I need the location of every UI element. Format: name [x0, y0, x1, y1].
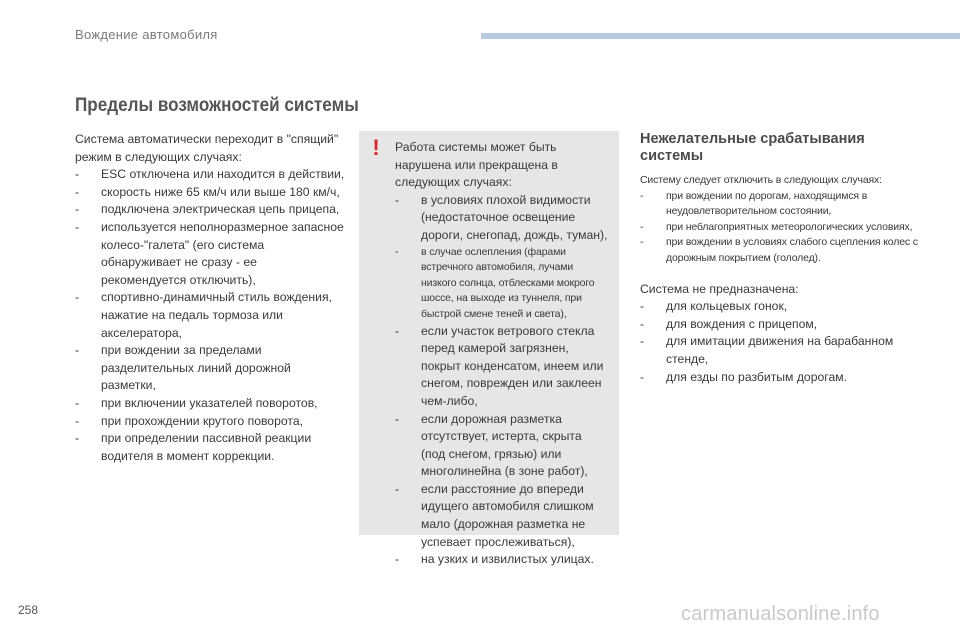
list-item: - ESC отключена или находится в действии,	[75, 166, 345, 184]
section-header: Вождение автомобиля	[75, 27, 218, 42]
warning-list	[395, 192, 609, 569]
list-item: - при прохождении крутого поворота,	[75, 413, 345, 431]
list-item: - при включении указателей поворотов,	[75, 395, 345, 413]
list-item: - для езды по разбитым дорогам.	[640, 369, 930, 387]
list-item: - если расстояние до впереди идущего автомобиля слишком мало (дорожная разметка не успевает прослеживаться),	[395, 481, 609, 551]
header-accent-bar	[481, 33, 960, 39]
watermark: carmanualsonline.info	[681, 603, 880, 625]
disable-list	[640, 189, 930, 267]
list-item: - для вождения с прицепом,	[640, 316, 930, 334]
not-intended-list	[640, 298, 930, 386]
list-item: - спортивно-динамичный стиль вождения, нажатие на педаль тормоза или акселератора,	[75, 289, 345, 342]
list-item: - в случае ослепления (фарами встречного автомобиля, лучами низкого солнца, отблесками мокрого шоссе, на выходе из туннеля, при быстрой смене теней и света),	[395, 245, 609, 323]
list-item: - на узких и извилистых улицах.	[395, 551, 609, 569]
sleep-mode-column	[75, 131, 345, 465]
list-item: - используется неполноразмерное запасное колесо-"галета" (его система обнаруживает не сразу - ее рекомендуется отключить),	[75, 219, 345, 289]
list-item: - подключена электрическая цепь прицепа,	[75, 201, 345, 219]
list-item: - при неблагоприятных метеорологических условиях,	[640, 220, 930, 236]
page-number: 258	[18, 603, 39, 617]
list-item: - при вождении за пределами разделительных линий дорожной разметки,	[75, 342, 345, 395]
list-item: - в условиях плохой видимости (недостаточное освещение дороги, снегопад, дождь, туман),	[395, 192, 609, 245]
exclamation-warning-icon: !	[372, 135, 380, 160]
section-heading: Нежелательные срабатывания системы	[640, 131, 865, 164]
list-item: - для кольцевых гонок,	[640, 298, 930, 316]
list-item: - для имитации движения на барабанном стенде,	[640, 333, 930, 368]
list-item: - при вождении в условиях слабого сцепления колес с дорожным покрытием (гололед).	[640, 235, 930, 266]
list-item: - если дорожная разметка отсутствует, истерта, скрыта (под снегом, грязью) или многолинейна (в зоне работ),	[395, 411, 609, 481]
page-title: Пределы возможностей системы	[75, 95, 359, 116]
unwanted-triggers-column	[640, 131, 930, 386]
list-item: - скорость ниже 65 км/ч или выше 180 км/ч,	[75, 184, 345, 202]
not-intended-intro: Система не предназначена:	[640, 281, 799, 296]
disable-intro: Систему следует отключить в следующих случаях:	[640, 174, 882, 186]
sleep-mode-list	[75, 166, 345, 465]
list-item: - при вождении по дорогам, находящимся в неудовлетворительном состоянии,	[640, 189, 930, 220]
sleep-mode-intro: Система автоматически переходит в "спящий" режим в следующих случаях:	[75, 132, 339, 164]
list-item: - при определении пассивной реакции водителя в момент коррекции.	[75, 430, 345, 465]
list-item: - если участок ветрового стекла перед камерой загрязнен, покрыт конденсатом, инеем или снегом, поврежден или заклеен чем-либо,	[395, 323, 609, 411]
warning-intro: Работа системы может быть нарушена или прекращена в следующих случаях:	[395, 140, 558, 190]
warning-box	[359, 131, 619, 567]
